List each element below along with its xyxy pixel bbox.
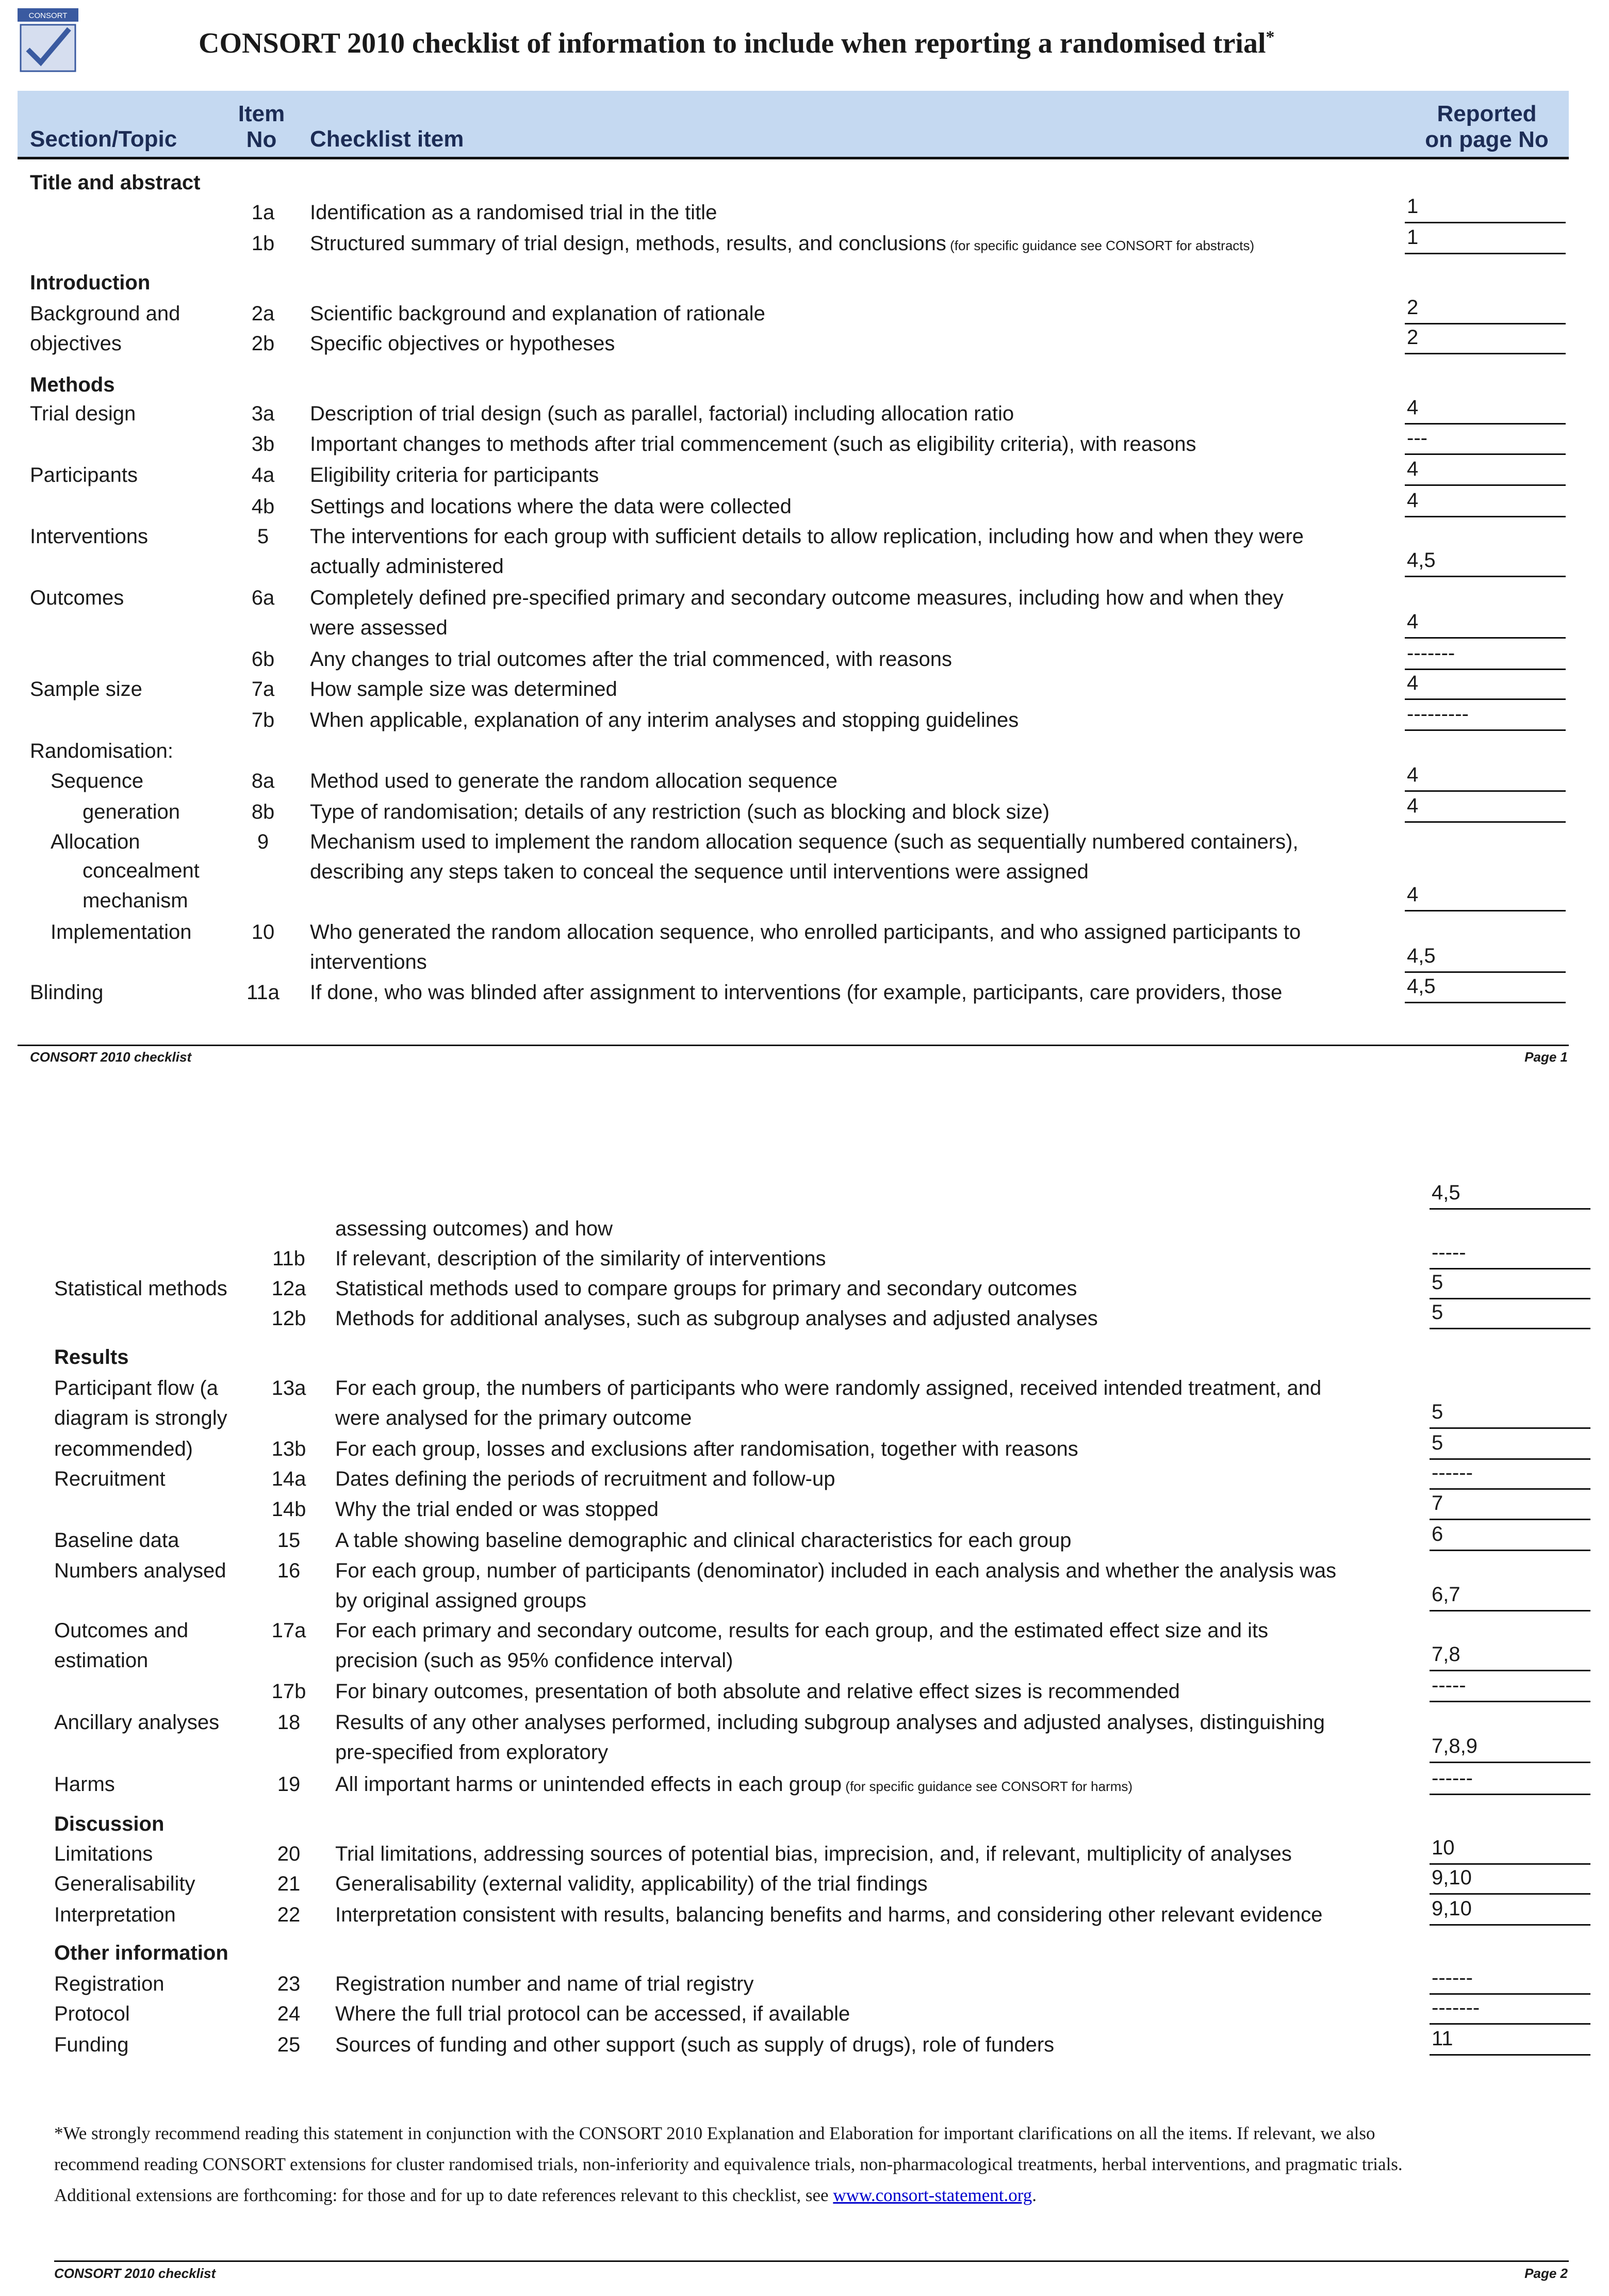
reported-page: 4 <box>1407 794 1419 817</box>
reported-page: ------ <box>1432 1767 1473 1789</box>
checklist-item-text: Structured summary of trial design, methods, results, and conclusions (for specific guidance see CONSORT for abstracts) <box>310 232 1255 255</box>
reported-page: 4 <box>1407 396 1419 419</box>
reported-page: ------- <box>1407 642 1455 664</box>
checklist-item-text: Type of randomisation; details of any restriction (such as blocking and block size) <box>310 801 1050 823</box>
checklist-item-text: Dates defining the periods of recruitment and follow-up <box>335 1468 835 1490</box>
checklist-item-text: were assessed <box>310 616 448 639</box>
checklist-item-text: For each group, number of participants (denominator) included in each analysis and whether the analysis was <box>335 1559 1337 1582</box>
reported-page: --- <box>1407 427 1427 449</box>
item-number: 2b <box>251 332 275 355</box>
reported-page-underline <box>1430 1670 1590 1671</box>
reported-page-underline <box>1405 698 1566 700</box>
item-number: 25 <box>277 2033 301 2056</box>
footnote-line: *We strongly recommend reading this statement in conjunction with the CONSORT 2010 Explanation and Elaboration for important clarifications on all the items. If relevant, we also <box>54 2123 1375 2143</box>
reported-page: 9,10 <box>1432 1897 1472 1920</box>
reported-page: 4 <box>1407 489 1419 512</box>
item-number: 1a <box>251 201 275 224</box>
checklist-item-text: Scientific background and explanation of rationale <box>310 302 765 325</box>
reported-page: 4 <box>1407 672 1419 694</box>
checklist-item-text: assessing outcomes) and how <box>335 1217 613 1240</box>
section-label: Ancillary analyses <box>54 1711 220 1734</box>
reported-page-underline <box>1430 1701 1590 1702</box>
reported-page-underline <box>1405 729 1566 731</box>
reported-page: 5 <box>1432 1431 1443 1454</box>
section-label: Background and <box>30 302 180 325</box>
item-number: 18 <box>277 1711 301 1734</box>
reported-page: 5 <box>1432 1271 1443 1294</box>
checklist-item-text: Trial limitations, addressing sources of potential bias, imprecision, and, if relevant, multiplicity of analyses <box>335 1843 1292 1865</box>
reported-page-underline <box>1430 1208 1590 1210</box>
checklist-item-text: If done, who was blinded after assignment to interventions (for example, participants, care providers, those <box>310 981 1283 1004</box>
section-label: Funding <box>54 2033 129 2056</box>
checklist-item-text: Why the trial ended or was stopped <box>335 1498 659 1521</box>
reported-page: ------- <box>1432 1996 1480 2019</box>
item-number: 2a <box>251 302 275 325</box>
reported-page-underline <box>1405 423 1566 425</box>
section-label: Implementation <box>51 921 192 943</box>
checklist-item-text: For binary outcomes, presentation of both absolute and relative effect sizes is recommended <box>335 1680 1180 1703</box>
footnote-line: recommend reading CONSORT extensions for cluster randomised trials, non-inferiority and equivalence trials, non-pharmacological treatments, herbal interventions, and pragmatic trials. <box>54 2154 1403 2174</box>
checklist-item-text: Important changes to methods after trial commencement (such as eligibility criteria), with reasons <box>310 433 1196 455</box>
reported-page-underline <box>1405 323 1566 324</box>
checklist-item-text: describing any steps taken to conceal the sequence until interventions were assigned <box>310 860 1089 883</box>
section-label: Generalisability <box>54 1872 195 1895</box>
section-label: Interpretation <box>54 1903 176 1926</box>
item-number: 11a <box>247 981 280 1004</box>
reported-page: 5 <box>1432 1401 1443 1423</box>
reported-page: 2 <box>1407 296 1419 319</box>
checklist-item-text: precision (such as 95% confidence interval) <box>335 1649 733 1672</box>
reported-page-underline <box>1405 821 1566 823</box>
section-label: Recruitment <box>54 1468 166 1490</box>
checklist-item-text: actually administered <box>310 555 504 578</box>
item-number: 1b <box>251 232 275 255</box>
reported-page: 5 <box>1432 1301 1443 1324</box>
item-number: 17a <box>271 1619 306 1642</box>
reported-page-underline <box>1430 1762 1590 1763</box>
item-number: 19 <box>277 1773 301 1796</box>
item-number: 14a <box>271 1468 306 1490</box>
reported-page-underline <box>1405 669 1566 670</box>
item-number: 12a <box>271 1277 306 1300</box>
footnote-line: Additional extensions are forthcoming: for those and for up to date references relevant to this checklist, see <box>54 2185 833 2205</box>
reported-page-underline <box>1430 2054 1590 2056</box>
section-label: Participant flow (a <box>54 1377 218 1399</box>
item-number: 20 <box>277 1843 301 1865</box>
item-number: 17b <box>271 1680 306 1703</box>
item-number: 12b <box>271 1307 306 1330</box>
checklist-item-text: Registration number and name of trial registry <box>335 1973 754 1995</box>
section-label: Trial design <box>30 402 136 425</box>
checklist-item-text: For each group, the numbers of participants who were randomly assigned, received intended treatment, and <box>335 1377 1322 1399</box>
reported-page: 2 <box>1407 326 1419 349</box>
section-label: Outcomes and <box>54 1619 189 1642</box>
reported-page-underline <box>1405 453 1566 455</box>
item-number: 7a <box>251 678 275 701</box>
reported-page: 1 <box>1407 226 1419 249</box>
checklist-item-text: When applicable, explanation of any interim analyses and stopping guidelines <box>310 709 1019 731</box>
section-label: Baseline data <box>54 1529 179 1552</box>
reported-page: 6 <box>1432 1523 1443 1545</box>
checklist-item-text: All important harms or unintended effects in each group (for specific guidance see CONSORT for harms) <box>335 1773 1133 1796</box>
reported-page-underline <box>1430 1993 1590 1995</box>
checklist-item-text: Generalisability (external validity, applicability) of the trial findings <box>335 1872 928 1895</box>
checklist-item-text: How sample size was determined <box>310 678 617 701</box>
checklist-item-text: Mechanism used to implement the random allocation sequence (such as sequentially numbered containers), <box>310 831 1299 853</box>
item-number: 6a <box>251 587 275 609</box>
reported-page-underline <box>1405 576 1566 577</box>
item-number: 16 <box>277 1559 301 1582</box>
checklist-item-text: Eligibility criteria for participants <box>310 464 599 486</box>
reported-page: 4 <box>1407 763 1419 786</box>
col-checklist-header: Checklist item <box>310 126 464 152</box>
page-1-number: Page 1 <box>1524 1049 1568 1065</box>
reported-page: 4,5 <box>1407 945 1436 967</box>
checklist-item-text: Where the full trial protocol can be accessed, if available <box>335 2002 850 2025</box>
section-label: Registration <box>54 1973 165 1995</box>
reported-page-underline <box>1430 1794 1590 1795</box>
checklist-item-text: Any changes to trial outcomes after the trial commenced, with reasons <box>310 648 953 671</box>
item-number: 8a <box>251 770 275 792</box>
section-label: generation <box>83 801 180 823</box>
reported-page-underline <box>1405 516 1566 517</box>
col-item-header: Item No <box>238 101 285 152</box>
reported-page: ----- <box>1432 1674 1466 1697</box>
item-number: 3b <box>251 433 275 455</box>
item-number: 4a <box>251 464 275 486</box>
section-heading: Discussion <box>54 1813 165 1835</box>
checklist-item-text: Method used to generate the random allocation sequence <box>310 770 838 792</box>
section-label: diagram is strongly <box>54 1407 227 1429</box>
checklist-item-text: Who generated the random allocation sequence, who enrolled participants, and who assigned participants to <box>310 921 1301 943</box>
checklist-item-text: For each group, losses and exclusions after randomisation, together with reasons <box>335 1438 1078 1460</box>
reported-page-underline <box>1405 1002 1566 1003</box>
page-2-bottom-rule <box>54 2260 1569 2262</box>
section-label: Interventions <box>30 525 149 548</box>
reported-page-underline <box>1430 1550 1590 1551</box>
reported-page-underline <box>1430 2023 1590 2025</box>
checklist-item-text: Identification as a randomised trial in the title <box>310 201 717 224</box>
checklist-item-text: The interventions for each group with sufficient details to allow replication, including how and when they were <box>310 525 1304 548</box>
item-number: 13a <box>271 1377 306 1399</box>
reported-page: 7 <box>1432 1492 1443 1515</box>
section-label: Sample size <box>30 678 142 701</box>
reported-page-underline <box>1405 353 1566 354</box>
reported-page-underline <box>1430 1268 1590 1269</box>
guidance-note: (for specific guidance see CONSORT for harms) <box>842 1779 1133 1794</box>
reported-page: 10 <box>1432 1836 1455 1859</box>
section-label: Participants <box>30 464 138 486</box>
item-number: 15 <box>277 1529 301 1552</box>
reported-page: ------ <box>1432 1966 1473 1989</box>
checklist-item-text: Completely defined pre-specified primary and secondary outcome measures, including how and when they <box>310 587 1284 609</box>
item-number: 11b <box>272 1247 305 1270</box>
reported-page-underline <box>1405 222 1566 223</box>
reported-page: 4,5 <box>1407 975 1436 998</box>
reported-page: ----- <box>1432 1241 1466 1264</box>
checklist-item-text: Description of trial design (such as parallel, factorial) including allocation ratio <box>310 402 1014 425</box>
reported-page-underline <box>1430 1893 1590 1895</box>
reported-page-underline <box>1430 1458 1590 1460</box>
checklist-item-text: If relevant, description of the similarity of interventions <box>335 1247 826 1270</box>
section-heading: Introduction <box>30 271 151 294</box>
reported-page: 4,5 <box>1432 1181 1460 1204</box>
item-number: 21 <box>277 1872 301 1895</box>
reported-page-underline <box>1405 253 1566 254</box>
checklist-item-text: Sources of funding and other support (such as supply of drugs), role of funders <box>335 2033 1055 2056</box>
reported-page: 4 <box>1407 458 1419 480</box>
section-heading: Results <box>54 1346 129 1369</box>
checklist-item-text: by original assigned groups <box>335 1589 586 1612</box>
item-number: 14b <box>271 1498 306 1521</box>
checklist-item-text: were analysed for the primary outcome <box>335 1407 692 1429</box>
checklist-item-text: A table showing baseline demographic and clinical characteristics for each group <box>335 1529 1072 1552</box>
reported-page-underline <box>1430 1519 1590 1520</box>
consort-link[interactable]: www.consort-statement.org <box>833 2185 1032 2205</box>
reported-page-underline <box>1405 484 1566 486</box>
item-number: 7b <box>251 709 275 731</box>
section-heading: Methods <box>30 373 115 396</box>
reported-page: 7,8,9 <box>1432 1735 1477 1757</box>
item-number: 10 <box>251 921 275 943</box>
section-label: recommended) <box>54 1438 193 1460</box>
section-heading: Title and abstract <box>30 171 201 194</box>
section-label: Sequence <box>51 770 144 792</box>
item-number: 23 <box>277 1973 301 1995</box>
section-label: Outcomes <box>30 587 124 609</box>
checklist-item-text: Results of any other analyses performed, including subgroup analyses and adjusted analyses, distinguishing <box>335 1711 1325 1734</box>
section-label: Harms <box>54 1773 115 1796</box>
item-number: 5 <box>257 525 269 548</box>
section-label: mechanism <box>83 889 188 912</box>
item-number: 4b <box>251 495 275 518</box>
checklist-item-text: Interpretation consistent with results, balancing benefits and harms, and considering other relevant evidence <box>335 1903 1323 1926</box>
section-label: objectives <box>30 332 122 355</box>
checklist-item-text: pre-specified from exploratory <box>335 1741 609 1764</box>
page-1-bottom-rule <box>18 1045 1569 1046</box>
reported-page: 9,10 <box>1432 1866 1472 1889</box>
checklist-item-text: interventions <box>310 951 427 973</box>
page-1-footer-label: CONSORT 2010 checklist <box>30 1049 192 1065</box>
checklist-item-text: Statistical methods used to compare groups for primary and secondary outcomes <box>335 1277 1077 1300</box>
item-number: 24 <box>277 2002 301 2025</box>
reported-page-underline <box>1430 1863 1590 1865</box>
section-label: Randomisation: <box>30 740 173 762</box>
reported-page: --------- <box>1407 703 1469 725</box>
page-title: CONSORT 2010 checklist of information to include when reporting a randomised trial* <box>199 27 1275 59</box>
section-label: Limitations <box>54 1843 153 1865</box>
page-2-number: Page 2 <box>1524 2266 1568 2281</box>
reported-page: 1 <box>1407 195 1419 218</box>
reported-page-underline <box>1430 1427 1590 1429</box>
item-number: 13b <box>271 1438 306 1460</box>
reported-page-underline <box>1405 910 1566 911</box>
guidance-note: (for specific guidance see CONSORT for abstracts) <box>946 238 1255 253</box>
reported-page-underline <box>1430 1610 1590 1611</box>
reported-page-underline <box>1430 1298 1590 1299</box>
logo-text: CONSORT <box>28 11 68 20</box>
reported-page: 7,8 <box>1432 1643 1460 1666</box>
item-number: 9 <box>257 831 269 853</box>
reported-page-underline <box>1405 637 1566 639</box>
reported-page: 4 <box>1407 610 1419 633</box>
section-label: estimation <box>54 1649 149 1672</box>
section-label: Numbers analysed <box>54 1559 226 1582</box>
page-2-footer-label: CONSORT 2010 checklist <box>54 2266 216 2281</box>
reported-page-underline <box>1430 1488 1590 1490</box>
footnote: *We strongly recommend reading this statement in conjunction with the CONSORT 2010 Explanation and Elaboration for important clarifications on all the items. If relevant, we also recommend reading CONSORT extensions for cluster randomised trials, non-inferiority and equivalence trials, non-pharmacological treatments, herbal interventions, and pragmatic trials. Additional extensions are forthcoming: for those and for up to date references relevant to this checklist, see www.consort-statement.org. <box>54 2118 1403 2211</box>
reported-page-underline <box>1430 1328 1590 1329</box>
reported-page: 4 <box>1407 883 1419 906</box>
item-number: 3a <box>251 402 275 425</box>
section-label: concealment <box>83 859 200 882</box>
section-label: Protocol <box>54 2002 130 2025</box>
reported-page: ------ <box>1432 1461 1473 1484</box>
reported-page: 11 <box>1432 2027 1453 2050</box>
checklist-item-text: Methods for additional analyses, such as subgroup analyses and adjusted analyses <box>335 1307 1098 1330</box>
section-label: Allocation <box>51 831 140 853</box>
reported-page-underline <box>1405 971 1566 973</box>
item-number: 22 <box>277 1903 301 1926</box>
reported-page: 4,5 <box>1407 549 1436 572</box>
item-number: 8b <box>251 801 275 823</box>
col-reported-header: Reported on page No <box>1425 101 1549 152</box>
reported-page: 6,7 <box>1432 1583 1460 1606</box>
checklist-item-text: Specific objectives or hypotheses <box>310 332 615 355</box>
reported-page-underline <box>1430 1924 1590 1926</box>
item-number: 6b <box>251 648 275 671</box>
section-heading: Other information <box>54 1942 228 1964</box>
checklist-item-text: Settings and locations where the data were collected <box>310 495 792 518</box>
col-section-header: Section/Topic <box>30 126 177 152</box>
section-label: Blinding <box>30 981 104 1004</box>
reported-page-underline <box>1405 790 1566 792</box>
section-label: Statistical methods <box>54 1277 227 1300</box>
checklist-item-text: For each primary and secondary outcome, results for each group, and the estimated effect size and its <box>335 1619 1269 1642</box>
consort-logo <box>18 8 78 74</box>
